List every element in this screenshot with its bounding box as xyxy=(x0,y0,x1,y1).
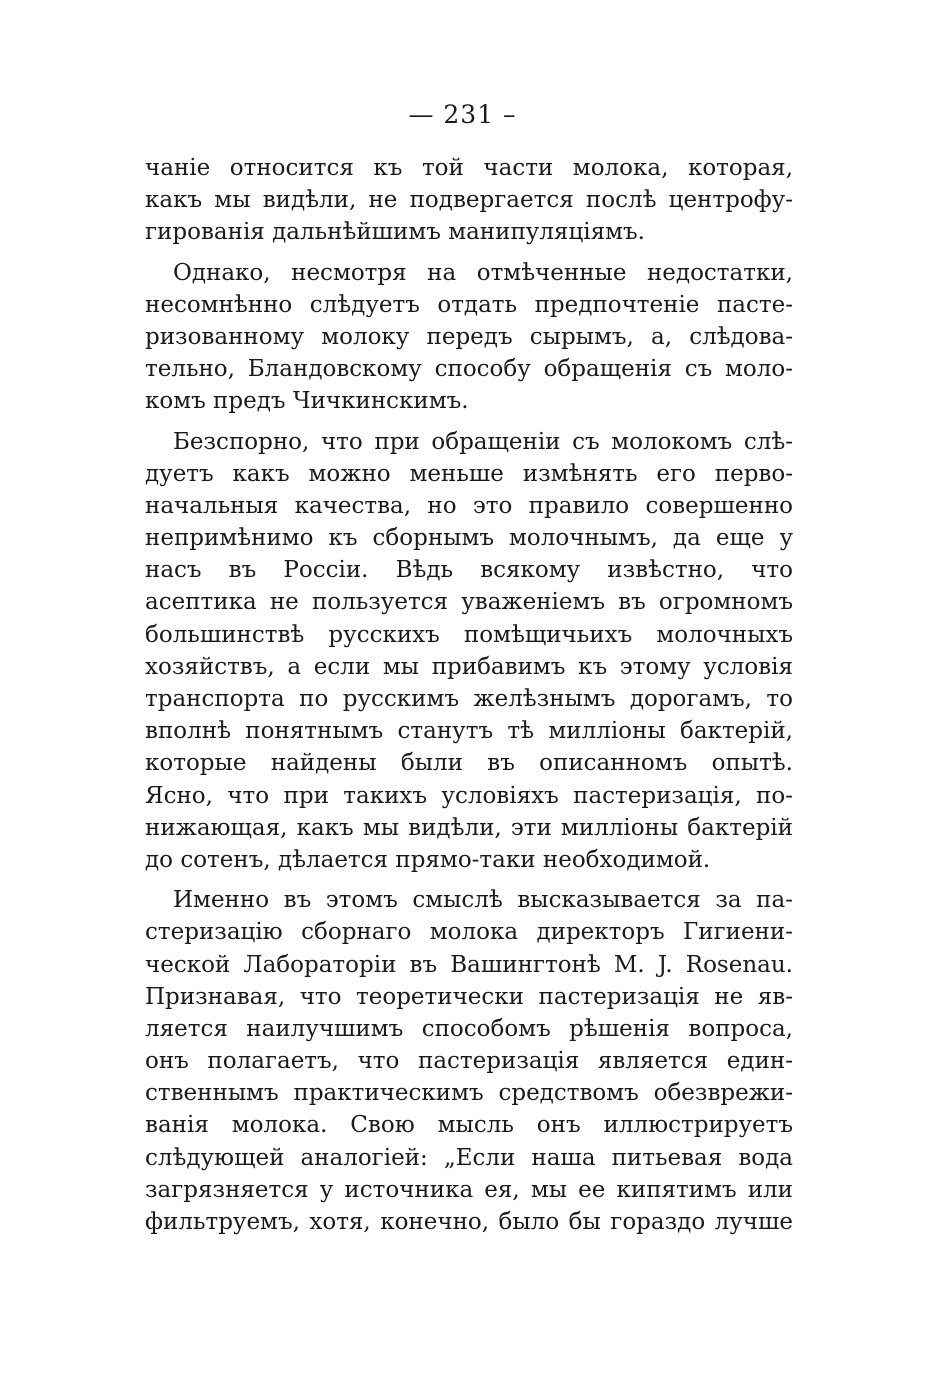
text-line: ственнымъ практическимъ средствомъ обезврежи- xyxy=(145,1080,793,1107)
paragraph-gap xyxy=(145,876,793,884)
text-line: Именно въ этомъ смыслѣ высказывается за па- xyxy=(173,887,793,914)
text-line: большинствѣ русскихъ помѣщичьихъ молочныхъ xyxy=(145,621,793,648)
text-line: чаніе относится къ той части молока, которая, xyxy=(145,155,793,181)
text-line: тельно, Бландовскому способу обращенія съ моло- xyxy=(145,356,793,383)
text-line: начальныя качества, но это правило совершенно xyxy=(145,492,793,519)
text-line: до сотенъ, дѣлается прямо-таки необходимой. xyxy=(145,846,711,873)
text-line: онъ полагаетъ, что пастеризація является един- xyxy=(145,1048,793,1075)
text-line: асептика не пользуется уваженіемъ въ огромномъ xyxy=(145,589,793,616)
text-line: слѣдующей аналогіей: „Если наша питьевая вода xyxy=(145,1144,793,1171)
text-line: ческой Лабораторіи въ Вашингтонѣ M. J. Rosenau. xyxy=(145,951,793,978)
text-line: хозяйствъ, а если мы прибавимъ къ этому условія xyxy=(145,653,793,680)
page-number: — 231 – xyxy=(408,100,517,129)
text-line: ляется наилучшимъ способомъ рѣшенія вопроса, xyxy=(145,1015,793,1042)
text-line: несомнѣнно слѣдуетъ отдать предпочтеніе пасте- xyxy=(145,291,793,318)
text-line: стеризацію сборнаго молока директоръ Гигиени- xyxy=(145,919,793,946)
text-line: фильтруемъ, хотя, конечно, было бы гораздо лучше xyxy=(145,1209,793,1235)
text-line: загрязняется у источника ея, мы ее кипятимъ или xyxy=(145,1176,793,1203)
text-line: непримѣнимо къ сборнымъ молочнымъ, да еще у xyxy=(145,525,793,552)
paragraph-1 xyxy=(145,152,793,249)
text-line: насъ въ Россіи. Вѣдь всякому извѣстно, что xyxy=(145,557,793,584)
text-line: дуетъ какъ можно меньше измѣнять его перво- xyxy=(145,460,793,487)
text-line: какъ мы видѣли, не подвергается послѣ центрофу- xyxy=(145,187,793,214)
body-text xyxy=(145,152,793,1238)
text-line: нижающая, какъ мы видѣли, эти милліоны бактерій xyxy=(145,814,793,841)
text-line: Признавая, что теоретически пастеризація не яв- xyxy=(145,983,793,1010)
text-line: комъ предъ Чичкинскимъ. xyxy=(145,388,469,415)
text-line: гированія дальнѣйшимъ манипуляціямъ. xyxy=(145,219,645,246)
paragraph-3 xyxy=(145,426,793,877)
paragraph-2 xyxy=(145,257,793,418)
text-line: ризованному молоку передъ сырымъ, а, слѣдова- xyxy=(145,323,793,350)
paragraph-4 xyxy=(145,884,793,1238)
text-line: вполнѣ понятнымъ станутъ тѣ милліоны бактерій, xyxy=(145,718,793,745)
paragraph-gap xyxy=(145,418,793,426)
text-line: Ясно, что при такихъ условіяхъ пастеризація, по- xyxy=(145,782,793,809)
text-line: Безспорно, что при обращеніи съ молокомъ слѣ- xyxy=(173,428,793,455)
paragraph-gap xyxy=(145,249,793,257)
text-line: транспорта по русскимъ желѣзнымъ дорогамъ, то xyxy=(145,686,793,712)
text-line: ванія молока. Свою мысль онъ иллюстрируетъ xyxy=(145,1112,793,1139)
text-line: Однако, несмотря на отмѣченные недостатки, xyxy=(173,259,793,286)
text-line: которые найдены были въ описанномъ опытѣ. xyxy=(145,750,793,777)
